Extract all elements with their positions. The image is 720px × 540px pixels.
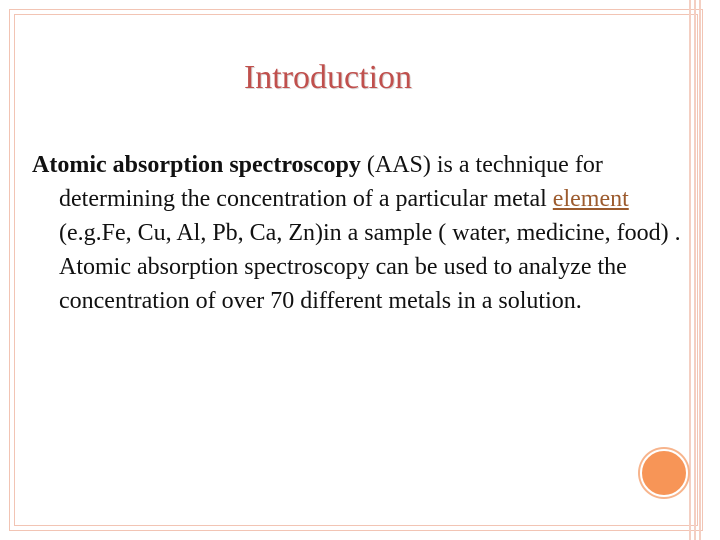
element-link[interactable]: element xyxy=(552,186,629,212)
bold-term: Atomic absorption spectroscopy xyxy=(32,152,361,178)
slide-title: Introduction xyxy=(243,59,413,96)
text-after-link: (e.g.Fe, Cu, Al, Pb, Ca, Zn)in a sample ( water, medicine, food) . Atomic absorption spectroscopy can be used to analyze the concentration of over 70 different metals in a solution. xyxy=(59,220,681,314)
text-before-link: (AAS) is a technique for determining the concentration of a particular metal xyxy=(59,152,603,212)
body-paragraph xyxy=(32,148,707,318)
decorative-circle-icon xyxy=(640,449,688,497)
